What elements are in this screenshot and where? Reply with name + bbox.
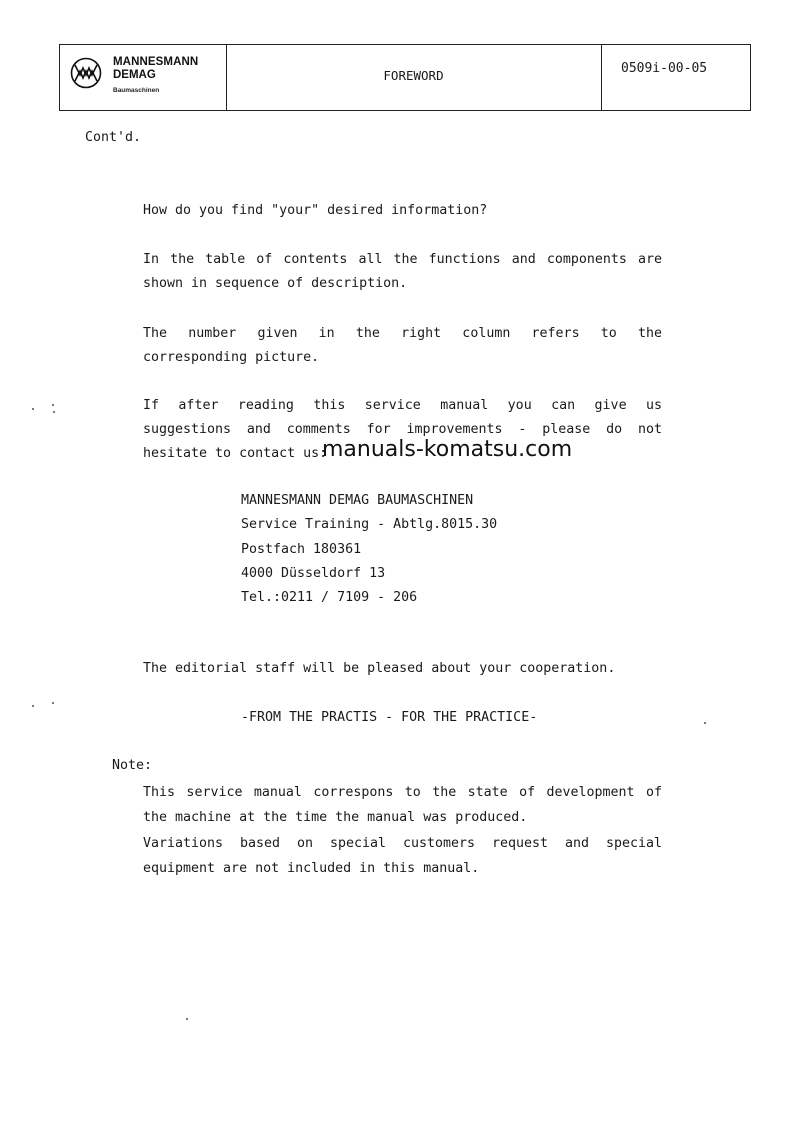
paragraph-line: In the table of contents all the functions and components are [143,252,662,267]
note-line: equipment are not included in this manual. [143,860,480,876]
paragraph-line: hesitate to contact us: [143,446,328,461]
contact-address [241,489,497,610]
paragraph-number [143,322,662,370]
address-line: 4000 Düsseldorf 13 [241,565,386,581]
note-line: Variations based on special customers request and special [143,835,662,851]
note-body [143,780,662,881]
scan-speck [32,408,34,410]
address-line: Postfach 180361 [241,541,362,557]
note-line: the machine at the time the manual was produced. [143,810,528,826]
note-label: Note: [112,758,153,773]
address-line: MANNESMANN DEMAG BAUMASCHINEN [241,493,474,508]
paragraph-line: corresponding picture. [143,350,320,365]
motto-text: -FROM THE PRACTIS - FOR THE PRACTICE- [241,710,538,725]
title-cell [226,45,602,110]
editorial-text: The editorial staff will be pleased about your cooperation. [143,661,616,676]
logo-brand-line2: DEMAG [113,69,156,81]
mannesmann-demag-logo-icon [70,57,102,89]
address-line: Service Training - Abtlg.8015.30 [241,517,498,533]
note-line: This service manual correspons to the state of development of [143,785,662,800]
paragraph-line: The number given in the right column refers to the [143,326,662,341]
scan-speck [53,411,55,413]
logo-cell [60,45,227,110]
paragraph-line: suggestions and comments for improvements - please do not [143,422,662,437]
logo-brand-line1: MANNESMANN [113,56,199,68]
scan-speck [32,705,34,707]
logo-brand-line3: Baumaschinen [113,87,160,94]
page-title: FOREWORD [383,68,444,83]
doc-number: 0509i-00-05 [621,61,708,76]
doc-number-cell [601,45,751,110]
question-heading: How do you find "your" desired information? [143,203,488,218]
scan-speck [704,722,706,724]
paragraph-line: If after reading this service manual you can give us [143,398,662,413]
watermark: manuals-komatsu.com [322,437,573,462]
contd-label: Cont'd. [85,130,142,145]
paragraph-line: shown in sequence of description. [143,276,408,291]
paragraph-toc [143,248,662,296]
document-header [59,44,751,111]
scan-speck [52,702,54,704]
scan-speck [52,404,54,406]
address-line: Tel.:0211 / 7109 - 206 [241,590,418,606]
scan-speck [186,1018,188,1020]
